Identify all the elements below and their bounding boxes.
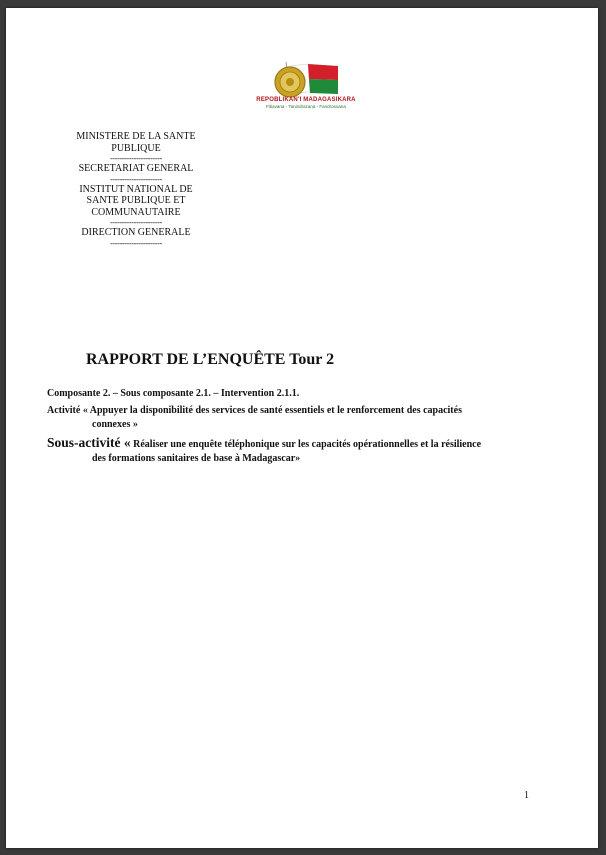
activite-text: « Appuyer la disponibilité des services de santé essentiels et le renforcement des capacités (82, 405, 462, 416)
sous-activite-text: Réaliser une enquête téléphonique sur les capacités opérationnelles et la résilience (133, 439, 482, 450)
separator-dashes: ---------------------- (109, 218, 162, 227)
page-number: 1 (524, 790, 529, 801)
report-title: RAPPORT DE L’ENQUÊTE Tour 2 (86, 351, 335, 368)
separator-dashes: ---------------------- (109, 238, 162, 248)
activite-text-continued: connexes » (92, 418, 138, 430)
activite-label: Activité (47, 405, 81, 416)
composante-line: Composante 2. – Sous composante 2.1. – Intervention 2.1.1. (47, 388, 300, 399)
institute-line: INSTITUT NATIONAL DE (79, 183, 193, 195)
activite-paragraph (47, 404, 530, 431)
sous-activite-text-continued: des formations sanitaires de base à Madagascar» (92, 452, 301, 464)
direction-line: DIRECTION GENERALE (81, 227, 191, 238)
document-page (6, 8, 598, 848)
institute-line: SANTE PUBLIQUE ET (86, 195, 186, 206)
emblem-country-name: REPOBLIKAN'I MADAGASIKARA (256, 97, 356, 103)
separator-dashes: ---------------------- (109, 174, 162, 184)
sous-activite-label: Sous-activité « (47, 435, 131, 450)
sous-activite-paragraph (47, 436, 530, 465)
separator-dashes: ---------------------- (109, 154, 162, 163)
ministry-header-block (56, 131, 216, 248)
emblem-motto: Fitiavana - Tanindrazana - Fandrosoana (266, 104, 346, 109)
secretariat-line: SECRETARIAT GENERAL (78, 163, 194, 174)
institute-line: COMMUNAUTAIRE (91, 206, 181, 218)
ministry-line: MINISTERE DE LA SANTE (76, 131, 196, 142)
ministry-line: PUBLIQUE (111, 142, 161, 154)
